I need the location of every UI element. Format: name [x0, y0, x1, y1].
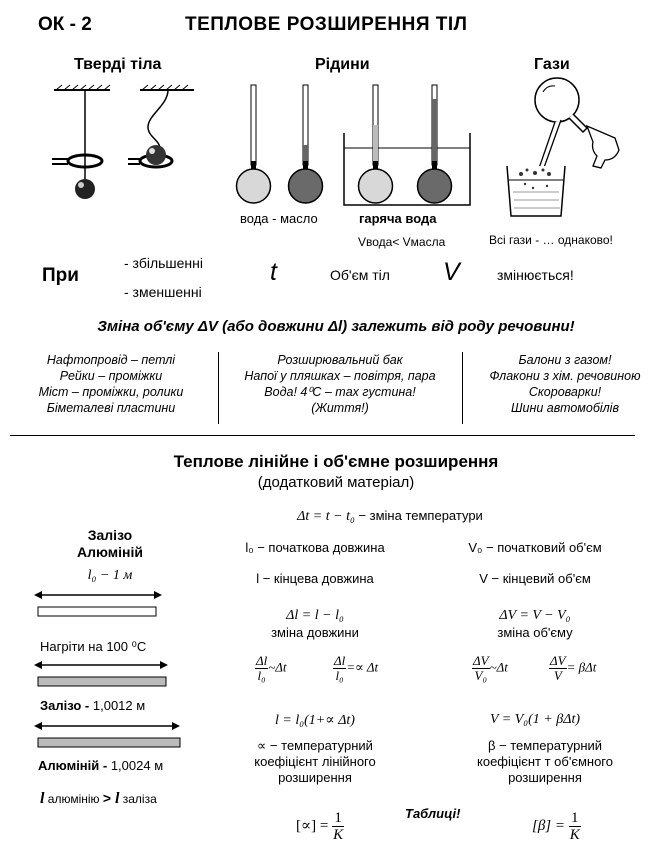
- delta-V-block: [450, 607, 620, 641]
- aluminium-result: [38, 758, 163, 773]
- sim-dt: ~Δt: [489, 659, 508, 675]
- delta-l-expression: Δl = l − l₀: [286, 608, 344, 623]
- delta-l-block: [230, 607, 400, 641]
- alpha-def-line: ∝ − температурний: [257, 738, 373, 753]
- fraction: $\frac{\Delta l}{\text{l₀}}$: [256, 653, 268, 683]
- volume-compare-caption: Vвода< Vмасла: [358, 235, 446, 249]
- comparison-text: алюмінію: [44, 792, 103, 806]
- water-oil-caption: вода - масло: [240, 211, 318, 226]
- sim-dt: ~Δt: [268, 659, 287, 675]
- thermometer-flasks-illustration: [232, 85, 472, 215]
- heat-label: Нагріти на 100 ⁰С: [40, 639, 147, 654]
- changes-text: змінюється!: [497, 267, 574, 283]
- volume-symbol: V: [443, 258, 460, 286]
- example-item: Розширювальний бак: [277, 353, 403, 367]
- delta-t-expression: Δt = t − t₀: [297, 509, 355, 524]
- beta-unit-lhs: [β] =: [532, 817, 566, 834]
- beta-def-line: β − температурний: [487, 738, 603, 753]
- hot-water-caption: гаряча вода: [359, 211, 437, 226]
- dV-beta-formula: [549, 654, 596, 683]
- alpha-unit: [296, 810, 344, 843]
- V-definition: V − кінцевий об'єм: [479, 571, 591, 586]
- examples-column-2: [219, 352, 461, 416]
- section-divider: [10, 435, 635, 436]
- examples-column-3: [463, 352, 667, 416]
- initial-length-label: l₀ − 1 м: [87, 568, 133, 583]
- delta-l-text: зміна довжини: [271, 625, 359, 640]
- V-formula: V = V₀(1 + βΔt): [489, 712, 580, 727]
- beta-def-line: коефіцієнт т об'ємного: [477, 754, 613, 769]
- l-symbol: l: [114, 790, 120, 807]
- alpha-def-line: коефіцієнт лінійного: [254, 754, 376, 769]
- delta-t-formula: [200, 508, 580, 525]
- delta-t-text: − зміна температури: [354, 508, 483, 523]
- alpha-dt: =∝ Δt: [346, 659, 379, 675]
- alpha-definition: [230, 738, 400, 786]
- example-item: Нафтопровід – петлі: [46, 353, 176, 367]
- V0-definition: V₀ − початковий об'єм: [468, 540, 602, 555]
- iron-value: 1,0012 м: [89, 698, 146, 713]
- dl-alpha-formula: [333, 654, 378, 683]
- volume-label: Об'єм тіл: [330, 267, 390, 283]
- fraction: $\frac{\Delta V}{V}$: [550, 653, 566, 683]
- fraction: $\frac{\Delta l}{\text{l₀}}$: [334, 653, 346, 683]
- example-item: Вода! 4⁰С – max густина!: [264, 385, 416, 399]
- example-item: Скороварки!: [528, 385, 602, 399]
- fraction: $\frac{\Delta V}{\text{V₀}}$: [473, 653, 489, 683]
- l-symbol: l: [40, 790, 45, 807]
- alpha-def-line: розширення: [278, 770, 352, 785]
- delta-V-text: зміна об'єму: [497, 625, 573, 640]
- example-item: (Життя!): [311, 401, 369, 415]
- page-title: ТЕПЛОВЕ РОЗШИРЕННЯ ТІЛ: [185, 14, 468, 35]
- gases-heading: Гази: [534, 56, 570, 73]
- increase-text: - збільшенні: [124, 255, 203, 271]
- aluminium-label: Алюміній -: [38, 758, 108, 773]
- temperature-symbol: t: [270, 258, 277, 286]
- example-item: Шини автомобілів: [510, 401, 619, 415]
- materials-label: [45, 527, 175, 561]
- when-label: При: [42, 265, 79, 286]
- fraction: $\frac{1}{K}$: [333, 810, 344, 843]
- examples-column-1: [5, 352, 217, 416]
- beta-dt: = βΔt: [566, 659, 597, 675]
- liquids-heading: Рідини: [315, 56, 370, 73]
- material-iron: Залізо: [87, 527, 133, 543]
- l0-definition: l₀ − початкова довжина: [245, 540, 385, 555]
- tables-note: Таблиці!: [405, 806, 461, 821]
- dV-proportional: [472, 654, 508, 683]
- material-aluminium: Алюміній: [77, 544, 143, 560]
- example-item: Флакони з хім. речовиною: [489, 369, 641, 383]
- decrease-text: - зменшенні: [124, 284, 202, 300]
- solids-heading: Тверді тіла: [74, 56, 162, 73]
- example-item: Напої у пляшках – повітря, пара: [244, 369, 436, 383]
- example-item: Міст – проміжки, ролики: [38, 385, 184, 399]
- comparison-text: заліза: [119, 792, 157, 806]
- example-item: Біметалеві пластини: [46, 401, 176, 415]
- aluminium-value: 1,0024 м: [107, 758, 164, 773]
- length-comparison: [40, 790, 157, 808]
- main-statement: Зміна об'єму ΔV (або довжини Δl) залежить від роду речовини!: [97, 318, 575, 335]
- example-item: Рейки – проміжки: [59, 369, 163, 383]
- beta-def-line: розширення: [508, 770, 582, 785]
- iron-result: [40, 698, 145, 713]
- iron-label: Залізо -: [40, 698, 90, 713]
- l-definition: l − кінцева довжина: [256, 571, 374, 586]
- beta-unit: [532, 810, 581, 843]
- example-item: Балони з газом!: [518, 353, 612, 367]
- document-code: ОК - 2: [38, 14, 92, 35]
- section2-subtitle: (додатковий матеріал): [257, 474, 415, 491]
- l-formula: l = l₀(1+∝ Δt): [275, 713, 355, 728]
- beta-definition: [450, 738, 640, 786]
- section2-title: Теплове лінійне і об'ємне розширення: [173, 452, 499, 471]
- fraction: $\frac{1}{K}$: [569, 810, 580, 843]
- gases-note: Всі гази - … однаково!: [489, 233, 613, 247]
- ball-and-ring-illustration: [48, 85, 198, 210]
- gas-flask-illustration: [497, 80, 647, 220]
- dl-proportional: [255, 654, 287, 683]
- alpha-unit-lhs: [∝] =: [296, 817, 329, 834]
- greater-than: >: [102, 790, 115, 806]
- delta-V-expression: ΔV = V − V₀: [499, 608, 571, 623]
